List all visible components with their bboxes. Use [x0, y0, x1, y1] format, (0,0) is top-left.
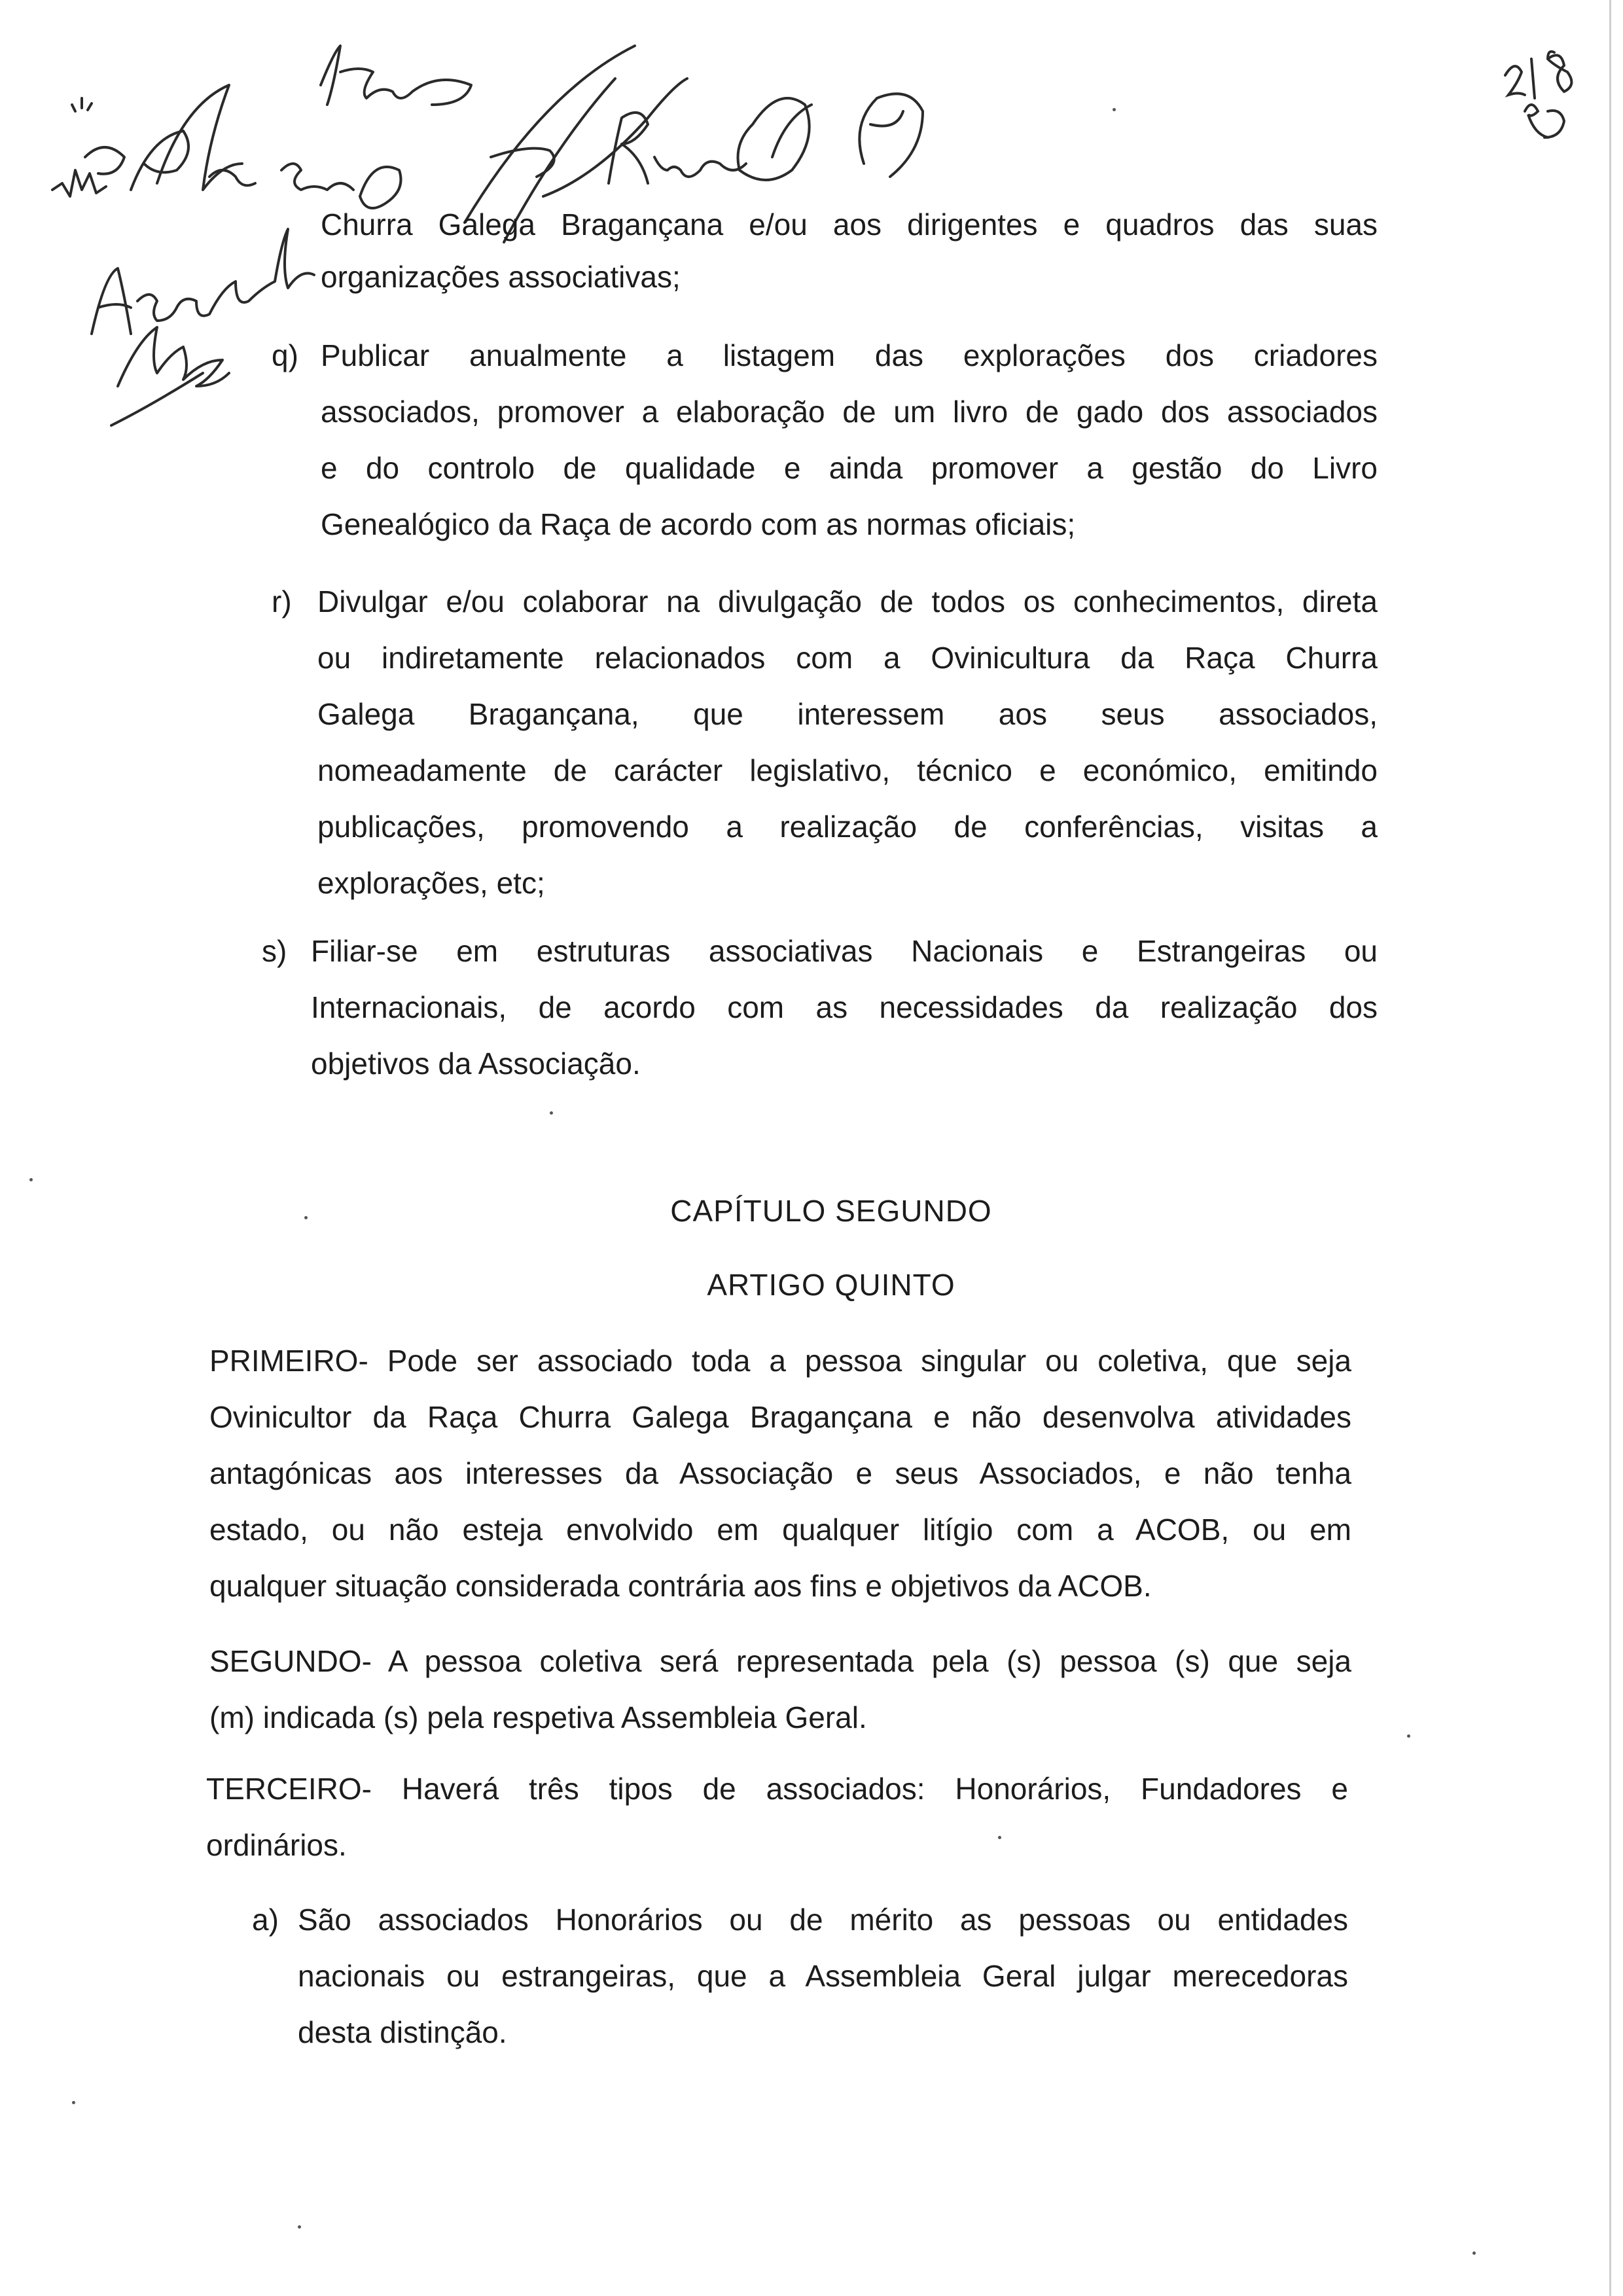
terceiro-line-2: ordinários. [206, 1828, 347, 1862]
primeiro-line-2: Ovinicultor da Raça Churra Galega Bragançana e não desenvolva atividades [209, 1400, 1351, 1434]
scan-edge-line [1609, 0, 1611, 2296]
primeiro-line-5: qualquer situação considerada contrária aos fins e objetivos da ACOB. [209, 1569, 1152, 1603]
paragraph-primeiro [209, 1333, 1351, 1614]
scan-speck [304, 1216, 308, 1219]
primeiro-line-1: PRIMEIRO- Pode ser associado toda a pessoa singular ou coletiva, que seja [209, 1344, 1351, 1378]
item-q-line-1: Publicar anualmente a listagem das explorações dos criadores [321, 338, 1378, 372]
paragraph-terceiro [206, 1761, 1348, 1873]
item-a-text [298, 1892, 1348, 2060]
item-a-line-3: desta distinção. [298, 2015, 507, 2049]
scan-speck [1407, 1734, 1410, 1738]
item-s-line-3: objetivos da Associação. [311, 1047, 641, 1081]
continuation-line-1: Churra Galega Bragançana e/ou aos dirigentes e quadros das suas [321, 207, 1378, 242]
chapter-heading: CAPÍTULO SEGUNDO [670, 1194, 992, 1228]
item-s-text [311, 923, 1378, 1092]
item-r-line-4: nomeadamente de carácter legislativo, técnico e económico, emitindo [317, 753, 1378, 787]
item-label-r: r) [272, 584, 292, 619]
item-q-line-3: e do controlo de qualidade e ainda promover a gestão do Livro [321, 451, 1378, 485]
segundo-line-1: SEGUNDO- A pessoa coletiva será representada pela (s) pessoa (s) que seja [209, 1644, 1351, 1678]
scan-speck [29, 1178, 33, 1181]
handwritten-page-number [1499, 39, 1584, 151]
item-a-line-1: São associados Honorários ou de mérito as pessoas ou entidades [298, 1903, 1348, 1937]
continuation-line-2: organizações associativas; [321, 260, 681, 294]
item-r-line-1: Divulgar e/ou colaborar na divulgação de todos os conhecimentos, direta [317, 584, 1378, 619]
item-q-text [321, 327, 1378, 552]
item-a-line-2: nacionais ou estrangeiras, que a Assembleia Geral julgar merecedoras [298, 1959, 1348, 1993]
scan-speck [998, 1836, 1001, 1839]
item-s-line-2: Internacionais, de acordo com as necessidades da realização dos [311, 990, 1378, 1024]
item-r-line-5: publicações, promovendo a realização de conferências, visitas a [317, 810, 1378, 844]
item-r-text [317, 573, 1378, 911]
item-label-s: s) [262, 934, 287, 968]
item-r-line-3: Galega Bragançana, que interessem aos seus associados, [317, 697, 1378, 731]
item-label-a: a) [252, 1903, 279, 1937]
item-q-line-2: associados, promover a elaboração de um livro de gado dos associados [321, 395, 1378, 429]
item-q-line-4: Genealógico da Raça de acordo com as normas oficiais; [321, 507, 1076, 541]
primeiro-line-3: antagónicas aos interesses da Associação e seus Associados, e não tenha [209, 1456, 1351, 1490]
continuation-text [321, 196, 1378, 305]
article-heading: ARTIGO QUINTO [707, 1268, 955, 1302]
scan-speck [550, 1111, 553, 1115]
scan-speck [298, 2225, 301, 2229]
primeiro-line-4: estado, ou não esteja envolvido em qualquer litígio com a ACOB, ou em [209, 1513, 1351, 1547]
scan-speck [1472, 2251, 1476, 2255]
paragraph-segundo [209, 1633, 1351, 1746]
terceiro-line-1: TERCEIRO- Haverá três tipos de associados: Honorários, Fundadores e [206, 1772, 1348, 1806]
item-label-q: q) [272, 338, 298, 372]
scan-speck [72, 2101, 75, 2104]
segundo-line-2: (m) indicada (s) pela respetiva Assembleia Geral. [209, 1700, 867, 1734]
item-r-line-2: ou indiretamente relacionados com a Ovinicultura da Raça Churra [317, 641, 1378, 675]
item-r-line-6: explorações, etc; [317, 866, 545, 900]
scan-speck [1113, 108, 1116, 111]
item-s-line-1: Filiar-se em estruturas associativas Nacionais e Estrangeiras ou [311, 934, 1378, 968]
